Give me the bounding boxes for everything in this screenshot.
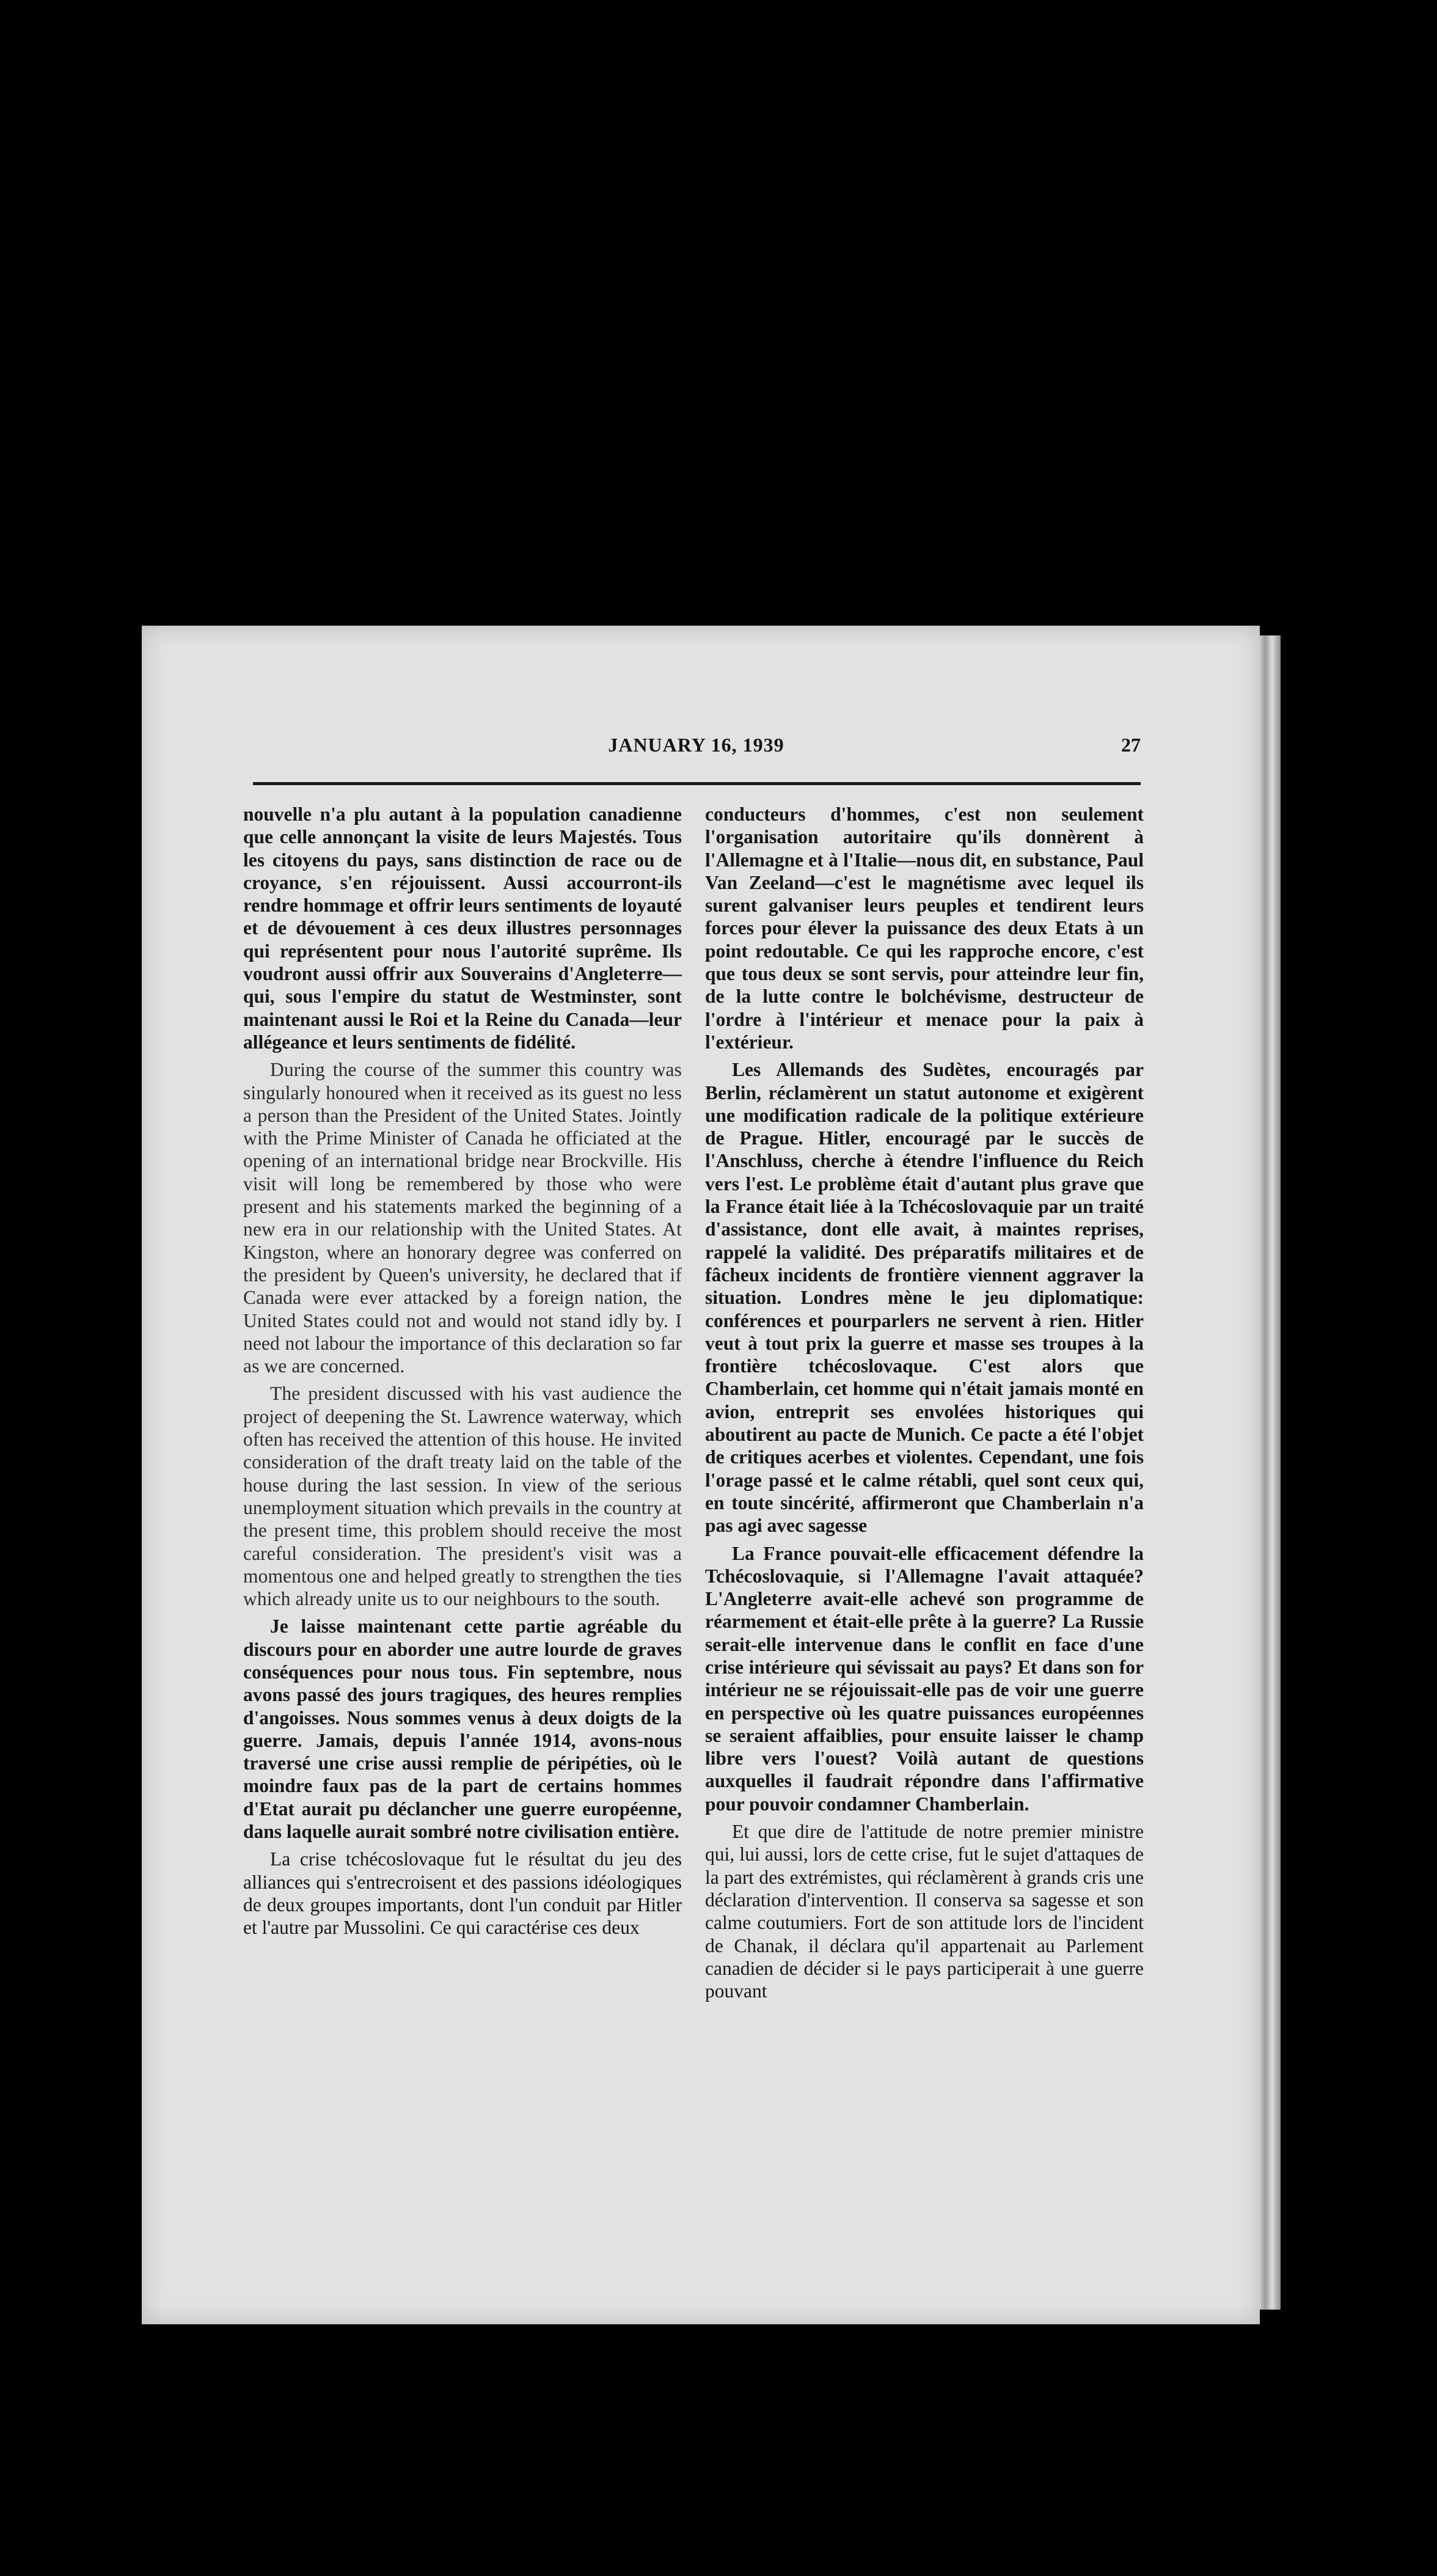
page-number: 27 [1121, 734, 1141, 756]
paragraph-english-2: The president discussed with his vast audience the project of deepening the St. Lawrence waterway, which often has received the attention of this house. He invited consideration of the draft treaty laid on the table of the house during the last session. In view of the serious unemployment situation which prevails in the country at the present time, this problem should receive the most careful consideration. The president's visit was a momentous one and helped greatly to strengthen the ties which already unite us to our neighbours to the south. [243, 1383, 682, 1610]
document-page [142, 626, 1260, 2324]
paragraph-english-1: During the course of the summer this country was singularly honoured when it received as its guest no less a person than the President of the United States. Jointly with the Prime Minister of Canada he officiated at the opening of an international bridge near Brockville. His visit will long be remembered by those who were present and his statements marked the beginning of a new era in our relationship with the United States. At Kingston, where an honorary degree was conferred on the president by Queen's university, he declared that if Canada were ever attacked by a foreign nation, the United States could not and would not stand idly by. I need not labour the importance of this declaration so far as we are concerned. [243, 1059, 682, 1377]
page-header [252, 734, 1141, 770]
header-rule [253, 782, 1141, 785]
right-column [705, 803, 1144, 2007]
running-head: JANUARY 16, 1939 [608, 734, 784, 756]
paragraph-french-3: La crise tchécoslovaque fut le résultat du jeu des alliances qui s'entrecroisent et des passions idéologiques de deux groupes importants, dont l'un conduit par Hitler et l'autre par Mussolini. Ce qui caractérise ces deux [243, 1848, 682, 1939]
left-column [243, 803, 682, 1944]
paragraph-french-4: conducteurs d'hommes, c'est non seulement l'organisation autoritaire qu'ils donnèrent à l'Allemagne et à l'Italie—nous dit, en substance, Paul Van Zeeland—c'est le magnétisme avec lequel ils surent galvaniser leurs peuples et tendirent leurs forces pour élever la puissance des deux Etats à un point redoutable. Ce qui les rapproche encore, c'est que tous deux se sont servis, pour atteindre leur fin, de la lutte contre le bolchévisme, destructeur de l'ordre à l'intérieur et menace pour la paix à l'extérieur. [705, 803, 1144, 1053]
paragraph-french-1: nouvelle n'a plu autant à la population canadienne que celle annonçant la visite de leurs Majestés. Tous les citoyens du pays, sans distinction de race ou de croyance, s'en réjouissent. Aussi accourront-ils rendre hommage et offrir leurs sentiments de loyauté et de dévouement à ces deux illustres personnages qui représentent pour nous l'autorité suprême. Ils voudront aussi offrir aux Souverains d'Angleterre—qui, sous l'empire du statut de Westminster, sont maintenant aussi le Roi et la Reine du Canada—leur allégeance et leurs sentiments de fidélité. [243, 803, 682, 1053]
paragraph-french-7: Et que dire de l'attitude de notre premier ministre qui, lui aussi, lors de cette crise, fut le sujet d'attaques de la part des extrémistes, qui réclamèrent à grands cris une déclaration d'intervention. Il conserva sa sagesse et son calme coutumiers. Fort de son attitude lors de l'incident de Chanak, il déclara qu'il appartenait au Parlement canadien de décider si le pays participerait à une guerre pouvant [705, 1821, 1144, 2002]
paragraph-french-2: Je laisse maintenant cette partie agréable du discours pour en aborder une autre lourde de graves conséquences pour nous tous. Fin septembre, nous avons passé des jours tragiques, des heures remplies d'angoisses. Nous sommes venus à deux doigts de la guerre. Jamais, depuis l'année 1914, avons-nous traversé une crise aussi remplie de péripéties, où le moindre faux pas de la part de certains hommes d'Etat aurait pu déclancher une guerre européenne, dans laquelle aurait sombré notre civilisation entière. [243, 1615, 682, 1843]
paragraph-french-5: Les Allemands des Sudètes, encouragés par Berlin, réclamèrent un statut autonome et exigèrent une modification radicale de la politique extérieure de Prague. Hitler, encouragé par le succès de l'Anschluss, cherche à étendre l'influence du Reich vers l'est. Le problème était d'autant plus grave que la France était liée à la Tchécoslovaquie par un traité d'assistance, dont elle avait, à maintes reprises, rappelé la validité. Des préparatifs militaires et de fâcheux incidents de frontière viennent aggraver la situation. Londres mène le jeu diplomatique: conférences et pourparlers ne servent à rien. Hitler veut à tout prix la guerre et masse ses troupes à la frontière tchécoslovaque. C'est alors que Chamberlain, cet homme qui n'était jamais monté en avion, entreprit ses envolées historiques qui aboutirent au pacte de Munich. Ce pacte a été l'objet de critiques acerbes et violentes. Cependant, une fois l'orage passé et le calme rétabli, quel sont ceux qui, en toute sincérité, affirmeront que Chamberlain n'a pas agi avec sagesse [705, 1059, 1144, 1537]
paragraph-french-6: La France pouvait-elle efficacement défendre la Tchécoslovaquie, si l'Allemagne l'avait attaquée? L'Angleterre avait-elle achevé son programme de réarmement et était-elle prête à la guerre? La Russie serait-elle intervenue dans le conflit en face d'une crise intérieure qui sévissait au pays? Et dans son for intérieur ne se réjouissait-elle pas de voir une guerre en perspective où les quatre puissances européennes se seraient affaiblies, pour ensuite laisser le champ libre vers l'ouest? Voilà autant de questions auxquelles il faudrait répondre dans l'affirmative pour pouvoir condamner Chamberlain. [705, 1542, 1144, 1815]
